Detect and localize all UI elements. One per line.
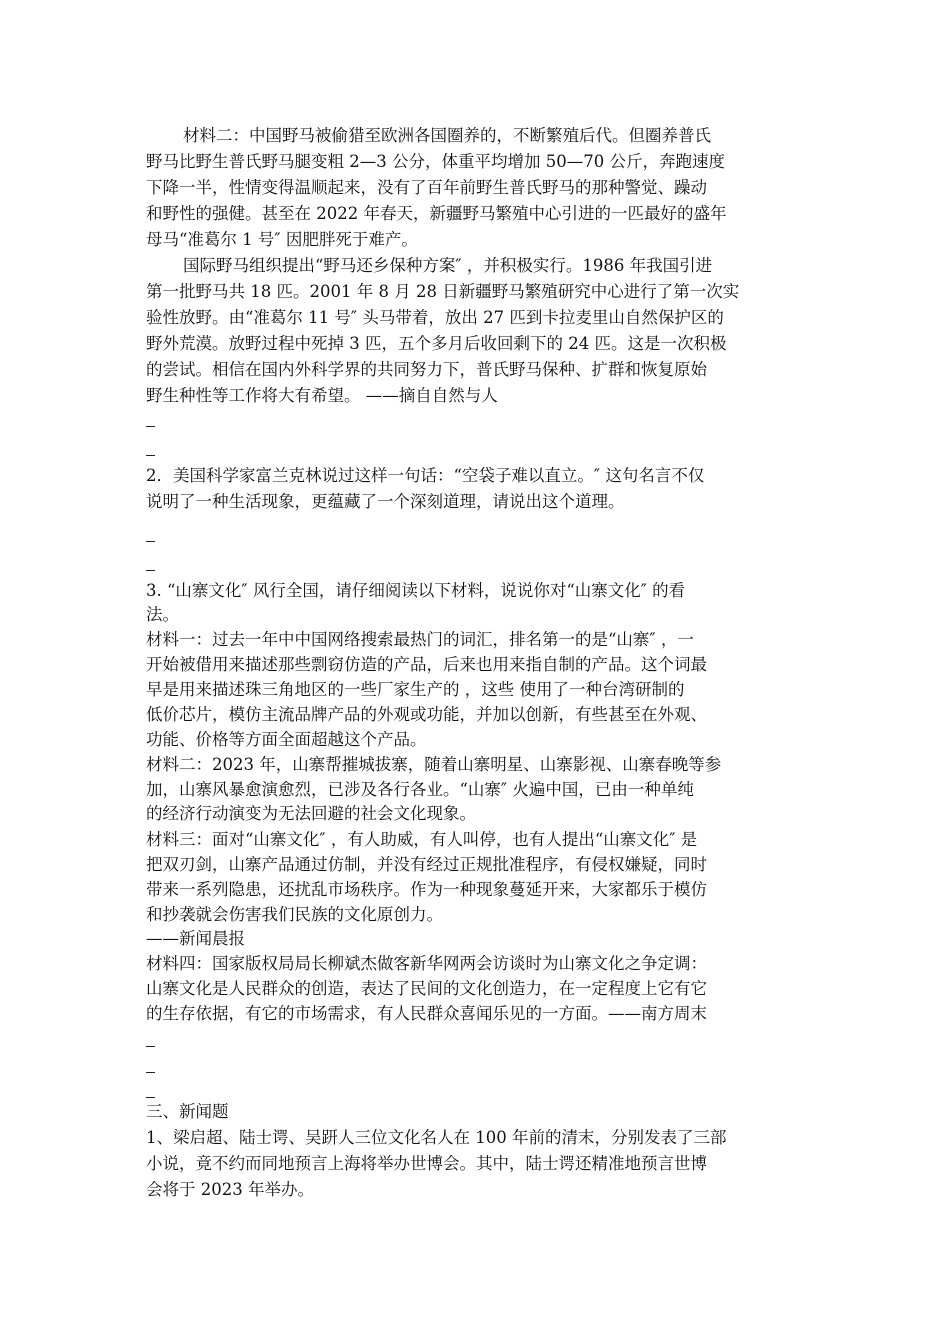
paragraph-line: 材料四：国家版权局局长柳斌杰做客新华网两会访谈时为山寨文化之争定调： xyxy=(146,954,707,973)
source-line: ——新闻晨报 xyxy=(146,929,245,948)
paragraph-line: 小说，竟不约而同地预言上海将举办世博会。其中，陆士谔还精准地预言世博 xyxy=(146,1154,707,1173)
paragraph-line: 早是用来描述珠三角地区的一些厂家生产的 ，这些 使用了一种台湾研制的 xyxy=(146,680,685,699)
paragraph-line: 材料二：2023 年，山寨帮摧城拔寨，随着山寨明星、山寨影视、山寨春晚等参 xyxy=(146,755,722,774)
answer-blank-line xyxy=(146,541,155,542)
answer-blank-line xyxy=(146,1072,155,1073)
paragraph-line: 的经济行动演变为无法回避的社会文化现象。 xyxy=(146,804,476,823)
paragraph-line: 材料三：面对“山寨文化″ ，有人助威，有人叫停，也有人提出“山寨文化″ 是 xyxy=(146,830,698,849)
question-line: 3. “山寨文化″ 风行全国，请仔细阅读以下材料，说说你对“山寨文化″ 的看 xyxy=(146,581,686,600)
paragraph-line: 功能、价格等方面全面超越这个产品。 xyxy=(146,730,427,749)
paragraph-line: 野生种性等工作将大有希望。 ——摘自自然与人 xyxy=(146,386,498,405)
question-line: 法。 xyxy=(146,605,179,624)
paragraph-line: 加，山寨风暴愈演愈烈，已涉及各行各业。“山寨″ 火遍中国，已由一种单纯 xyxy=(146,780,694,799)
paragraph-line: 和野性的强健。甚至在 2022 年春天，新疆野马繁殖中心引进的一匹最好的盛年 xyxy=(146,204,727,223)
answer-blank-line xyxy=(146,455,155,456)
question-line: 说明了一种生活现象，更蕴藏了一个深刻道理，请说出这个道理。 xyxy=(146,492,625,511)
paragraph-line: 验性放野。由“准葛尔 11 号″ 头马带着，放出 27 匹到卡拉麦里山自然保护区的 xyxy=(146,308,724,327)
answer-blank-line xyxy=(146,1046,155,1047)
paragraph-line: 母马“准葛尔 1 号″ 因肥胖死于难产。 xyxy=(146,230,418,249)
paragraph-line: 的生存依据，有它的市场需求，有人民群众喜闻乐见的一方面。——南方周末 xyxy=(146,1004,707,1023)
paragraph-line: 下降一半，性情变得温顺起来，没有了百年前野生普氏野马的那种警觉、躁动 xyxy=(146,178,707,197)
paragraph-line: 低价芯片，模仿主流品牌产品的外观或功能，并加以创新，有些甚至在外观、 xyxy=(146,705,707,724)
paragraph-line: 材料二：中国野马被偷猎至欧洲各国圈养的，不断繁殖后代。但圈养普氏 xyxy=(183,126,711,145)
paragraph-line: 第一批野马共 18 匹。2001 年 8 月 28 日新疆野马繁殖研究中心进行了第一次实 xyxy=(146,282,740,301)
paragraph-line: 把双刃剑，山寨产品通过仿制，并没有经过正规批准程序，有侵权嫌疑，同时 xyxy=(146,855,707,874)
paragraph-line: 山寨文化是人民群众的创造，表达了民间的文化创造力，在一定程度上它有它 xyxy=(146,979,707,998)
question-line: 2．美国科学家富兰克林说过这样一句话：“空袋子难以直立。″ 这句名言不仅 xyxy=(146,466,705,485)
answer-blank-line xyxy=(146,570,155,571)
paragraph-line: 带来一系列隐患，还扰乱市场秩序。作为一种现象蔓延开来，大家都乐于模仿 xyxy=(146,880,707,899)
paragraph-line: 国际野马组织提出“野马还乡保种方案″ ，并积极实行。1986 年我国引进 xyxy=(183,256,713,275)
paragraph-line: 材料一：过去一年中中国网络搜索最热门的词汇，排名第一的是“山寨″ ，一 xyxy=(146,630,694,649)
section-heading: 三、新闻题 xyxy=(146,1102,229,1121)
paragraph-line: 和抄袭就会伤害我们民族的文化原创力。 xyxy=(146,905,443,924)
paragraph-line: 1、梁启超、陆士谔、吴趼人三位文化名人在 100 年前的清末，分别发表了三部 xyxy=(146,1128,727,1147)
paragraph-line: 的尝试。相信在国内外科学界的共同努力下，普氏野马保种、扩群和恢复原始 xyxy=(146,360,707,379)
answer-blank-line xyxy=(146,426,155,427)
paragraph-line: 野马比野生普氏野马腿变粗 2—3 公分，体重平均增加 50—70 公斤，奔跑速度 xyxy=(146,152,725,171)
answer-blank-line xyxy=(146,1097,155,1098)
paragraph-line: 野外荒漠。放野过程中死掉 3 匹，五个多月后收回剩下的 24 匹。这是一次积极 xyxy=(146,334,727,353)
paragraph-line: 开始被借用来描述那些剽窃仿造的产品，后来也用来指自制的产品。这个词最 xyxy=(146,655,707,674)
paragraph-line: 会将于 2023 年举办。 xyxy=(146,1180,314,1199)
